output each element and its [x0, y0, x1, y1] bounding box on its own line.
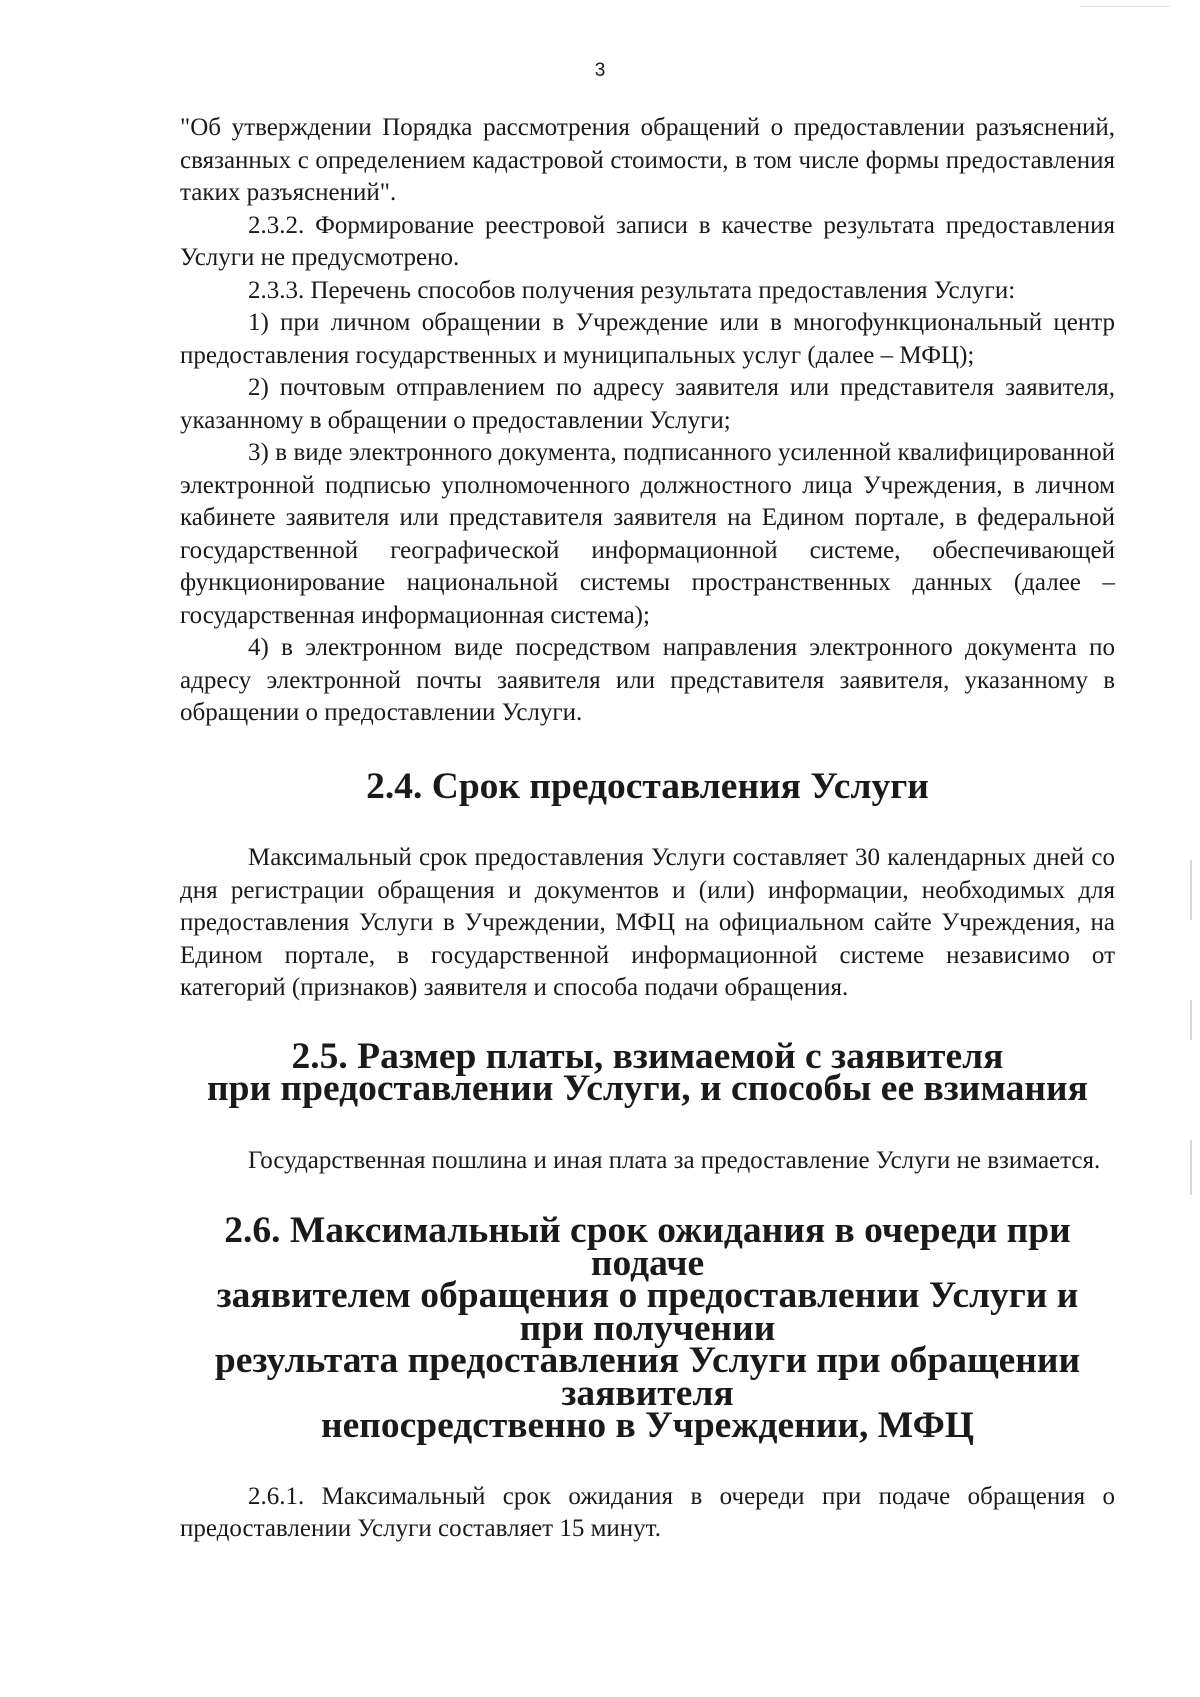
scan-edge-mark — [1190, 860, 1192, 920]
list-item: 1) при личном обращении в Учреждение или в многофункциональный центр предоставления государственных и муниципальных услуг (далее – МФЦ); — [180, 309, 1115, 369]
paragraph: Максимальный срок предоставления Услуги составляет 30 календарных дней со дня регистрации обращения и документов и (или) информации, необходимых для предоставления Услуги в Учреждении, МФЦ на официальном сайте Учреждения, на Едином портале, в государственной информационной системе независимо от категорий (признаков) заявителя и способа подачи обращения. — [180, 844, 1115, 1001]
list-item: 4) в электронном виде посредством направления электронного документа по адресу электронной почты заявителя или представителя заявителя, указанному в обращении о предоставлении Услуги. — [180, 634, 1115, 726]
list-item: 3) в виде электронного документа, подписанного усиленной квалифицированной электронной подписью уполномоченного должностного лица Учреждения, в личном кабинете заявителя или представителя заявителя на Едином портале, в федеральной государственной географической информационной системе, обеспечивающей функционирование национальной системы пространственных данных (далее – государственная информационная система); — [180, 439, 1115, 629]
heading-line: результата предоставления Услуги при обращении заявителя — [214, 1340, 1081, 1414]
section-heading — [180, 1035, 1115, 1109]
scan-edge-mark — [1190, 1000, 1192, 1040]
scan-edge-mark — [1080, 6, 1170, 7]
paragraph: 2.6.1. Максимальный срок ожидания в очереди при подаче обращения о предоставлении Услуги составляет 15 минут. — [180, 1482, 1115, 1542]
section-heading — [180, 1210, 1115, 1446]
heading-line: 2.5. Размер платы, взимаемой с заявителя — [291, 1035, 1004, 1077]
heading-line: 2.6. Максимальный срок ожидания в очереди при подаче — [224, 1210, 1071, 1284]
paragraph: 2.3.2. Формирование реестровой записи в качестве результата предоставления Услуги не предусмотрено. — [180, 211, 1115, 271]
scan-edge-mark — [1190, 1140, 1192, 1195]
page-number: 3 — [594, 60, 606, 81]
section-heading — [180, 765, 1115, 807]
paragraph: 2.3.3. Перечень способов получения результата предоставления Услуги: — [248, 276, 1016, 304]
paragraph: "Об утверждении Порядка рассмотрения обращений о предоставлении разъяснений, связанных с определением кадастровой стоимости, в том числе формы предоставления таких разъяснений". — [180, 114, 1115, 206]
heading-line: непосредственно в Учреждении, МФЦ — [321, 1405, 974, 1446]
heading-line: 2.4. Срок предоставления Услуги — [366, 765, 929, 807]
paragraph: Государственная пошлина и иная плата за предоставление Услуги не взимается. — [248, 1146, 1101, 1174]
document-body — [180, 112, 1115, 1546]
heading-line: при предоставлении Услуги, и способы ее взимания — [207, 1068, 1088, 1109]
heading-line: заявителем обращения о предоставлении Услуги и при получении — [216, 1275, 1079, 1349]
list-item: 2) почтовым отправлением по адресу заявителя или представителя заявителя, указанному в обращении о предоставлении Услуги; — [180, 374, 1115, 434]
